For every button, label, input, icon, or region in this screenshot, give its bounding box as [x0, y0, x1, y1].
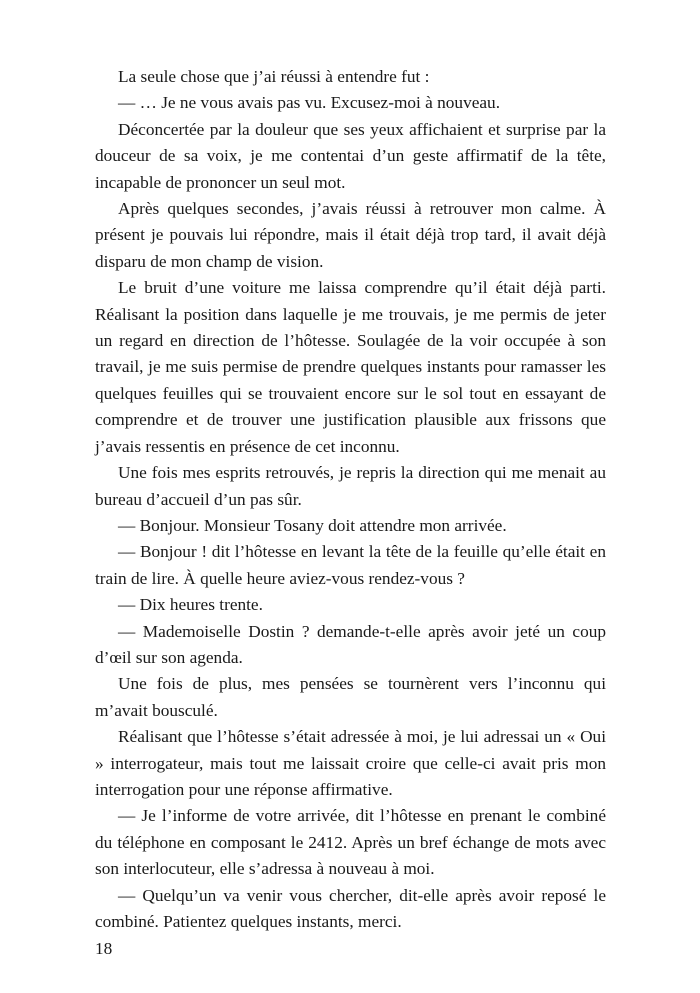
paragraph: La seule chose que j’ai réussi à entendre fut :	[118, 67, 430, 86]
paragraph: — Dix heures trente.	[118, 595, 263, 615]
body-text	[95, 64, 606, 935]
paragraph: — Bonjour. Monsieur Tosany doit attendre mon arrivée.	[118, 515, 507, 535]
paragraph: Après quelques secondes, j’avais réussi à retrouver mon calme. À présent je pouvais lui répondre, mais il était déjà trop tard, il avait déjà disparu de mon champ de vision.	[95, 199, 606, 271]
paragraph: Réalisant que l’hôtesse s’était adressée à moi, je lui adressai un « Oui » interrogateur, mais tout me laissait croire que celle-ci avait pris mon interrogation pour une réponse affirmative.	[95, 727, 606, 799]
paragraph: — Mademoiselle Dostin ? demande-t-elle après avoir jeté un coup d’œil sur son agenda.	[95, 621, 606, 667]
paragraph: — … Je ne vous avais pas vu. Excusez-moi à nouveau.	[118, 93, 501, 113]
paragraph: Une fois de plus, mes pensées se tournèrent vers l’inconnu qui m’avait bousculé.	[95, 674, 606, 720]
paragraph: — Je l’informe de votre arrivée, dit l’hôtesse en prenant le combiné du téléphone en composant le 2412. Après un bref échange de mots avec son interlocuteur, elle s’adressa à nouveau à moi.	[95, 806, 606, 879]
paragraph: — Bonjour ! dit l’hôtesse en levant la tête de la feuille qu’elle était en train de lire. À quelle heure aviez-vous rendez-vous ?	[95, 542, 606, 588]
paragraph: Une fois mes esprits retrouvés, je repris la direction qui me menait au bureau d’accueil d’un pas sûr.	[95, 463, 606, 509]
paragraph: Le bruit d’une voiture me laissa comprendre qu’il était déjà parti. Réalisant la position dans laquelle je me trouvais, je me permis de jeter un regard en direction de l’hôtesse. Soulagée de la voir occupée à son travail, je me suis permise de prendre quelques instants pour ramasser les quelques feuilles qui se trouvaient encore sur le sol tout en essayant de comprendre et de trouver une justification plausible aux frissons que j’avais ressentis en présence de cet inconnu.	[95, 278, 606, 456]
paragraph: — Quelqu’un va venir vous chercher, dit-elle après avoir reposé le combiné. Patientez quelques instants, merci.	[95, 885, 606, 931]
page-number: 18	[95, 939, 113, 958]
paragraph: Déconcertée par la douleur que ses yeux affichaient et surprise par la douceur de sa voix, je me contentai d’un geste affirmatif de la tête, incapable de prononcer un seul mot.	[95, 119, 606, 192]
